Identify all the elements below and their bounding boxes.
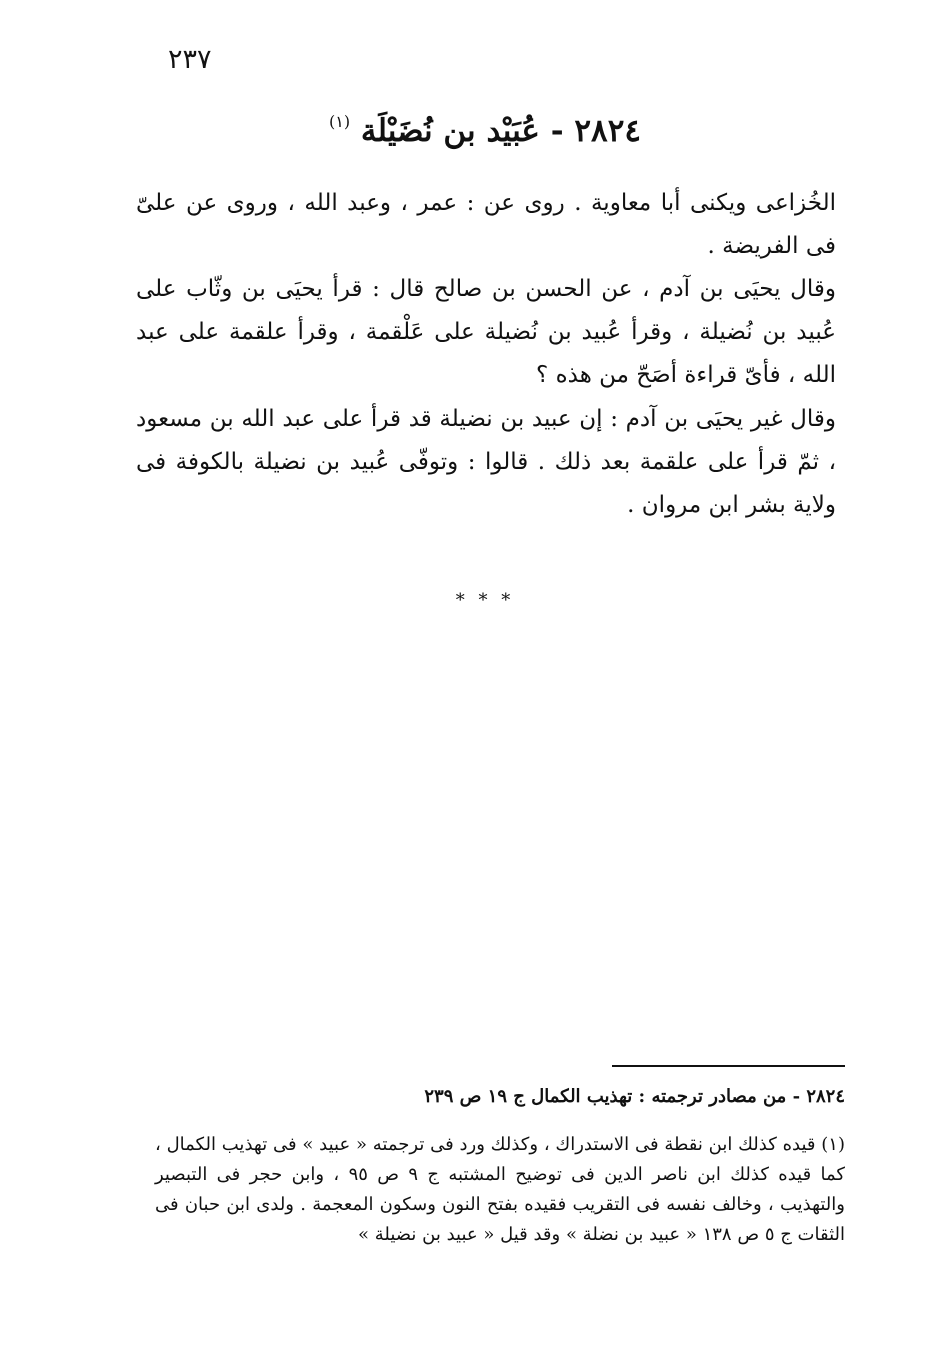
body-paragraph: الخُزاعى ويكنى أبا معاوية . روى عن : عمر ، وعبد الله ، وروى عن علىّ فى الفريضة .	[136, 190, 836, 259]
footnote-text: (١) قيده كذلك ابن نقطة فى الاستدراك ، وكذلك ورد فى ترجمته « عبيد » فى تهذيب الكمال ، كما قيده كذلك ابن ناصر الدين فى توضيح المشتبه ج ٩ ص ٩٥ ، وابن حجر فى التبصير والتهذيب ، وخالف نفسه فى التقريب فقيده بفتح النون وسكون المعجمة . ولدى ابن حبان فى الثقات ج ٥ ص ١٣٨ « عبيد بن نضلة » وقد قيل « عبيد بن نضيلة »	[155, 1134, 845, 1245]
entry-title	[320, 112, 650, 149]
section-separator: * * *	[455, 590, 515, 611]
page-number: ٢٣٧	[168, 44, 212, 75]
body-paragraph: وقال يحيَى بن آدم ، عن الحسن بن صالح قال : قرأ يحيَى بن وثّاب على عُبيد بن نُضيلة ، وقرأ عُبيد بن نُضيلة على عَلْقمة ، وقرأ علقمة على عبد الله ، فأىّ قراءة أصَحّ من هذه ؟	[136, 276, 836, 388]
entry-title-text: ٢٨٢٤ - عُبَيْد بن نُضَيْلَة	[360, 113, 641, 149]
footnote-sources: ٢٨٢٤ - من مصادر ترجمته : تهذيب الكمال ج ١٩ ص ٢٣٩	[424, 1086, 845, 1107]
body-paragraph: وقال غير يحيَى بن آدم : إن عبيد بن نضيلة قد قرأ على عبد الله بن مسعود ، ثمّ قرأ على علقمة بعد ذلك . قالوا : وتوفّى عُبيد بن نضيلة بالكوفة فى ولاية بشر ابن مروان .	[136, 406, 836, 518]
footnote-marker: (١)	[329, 112, 351, 131]
footnote-divider	[612, 1065, 845, 1067]
